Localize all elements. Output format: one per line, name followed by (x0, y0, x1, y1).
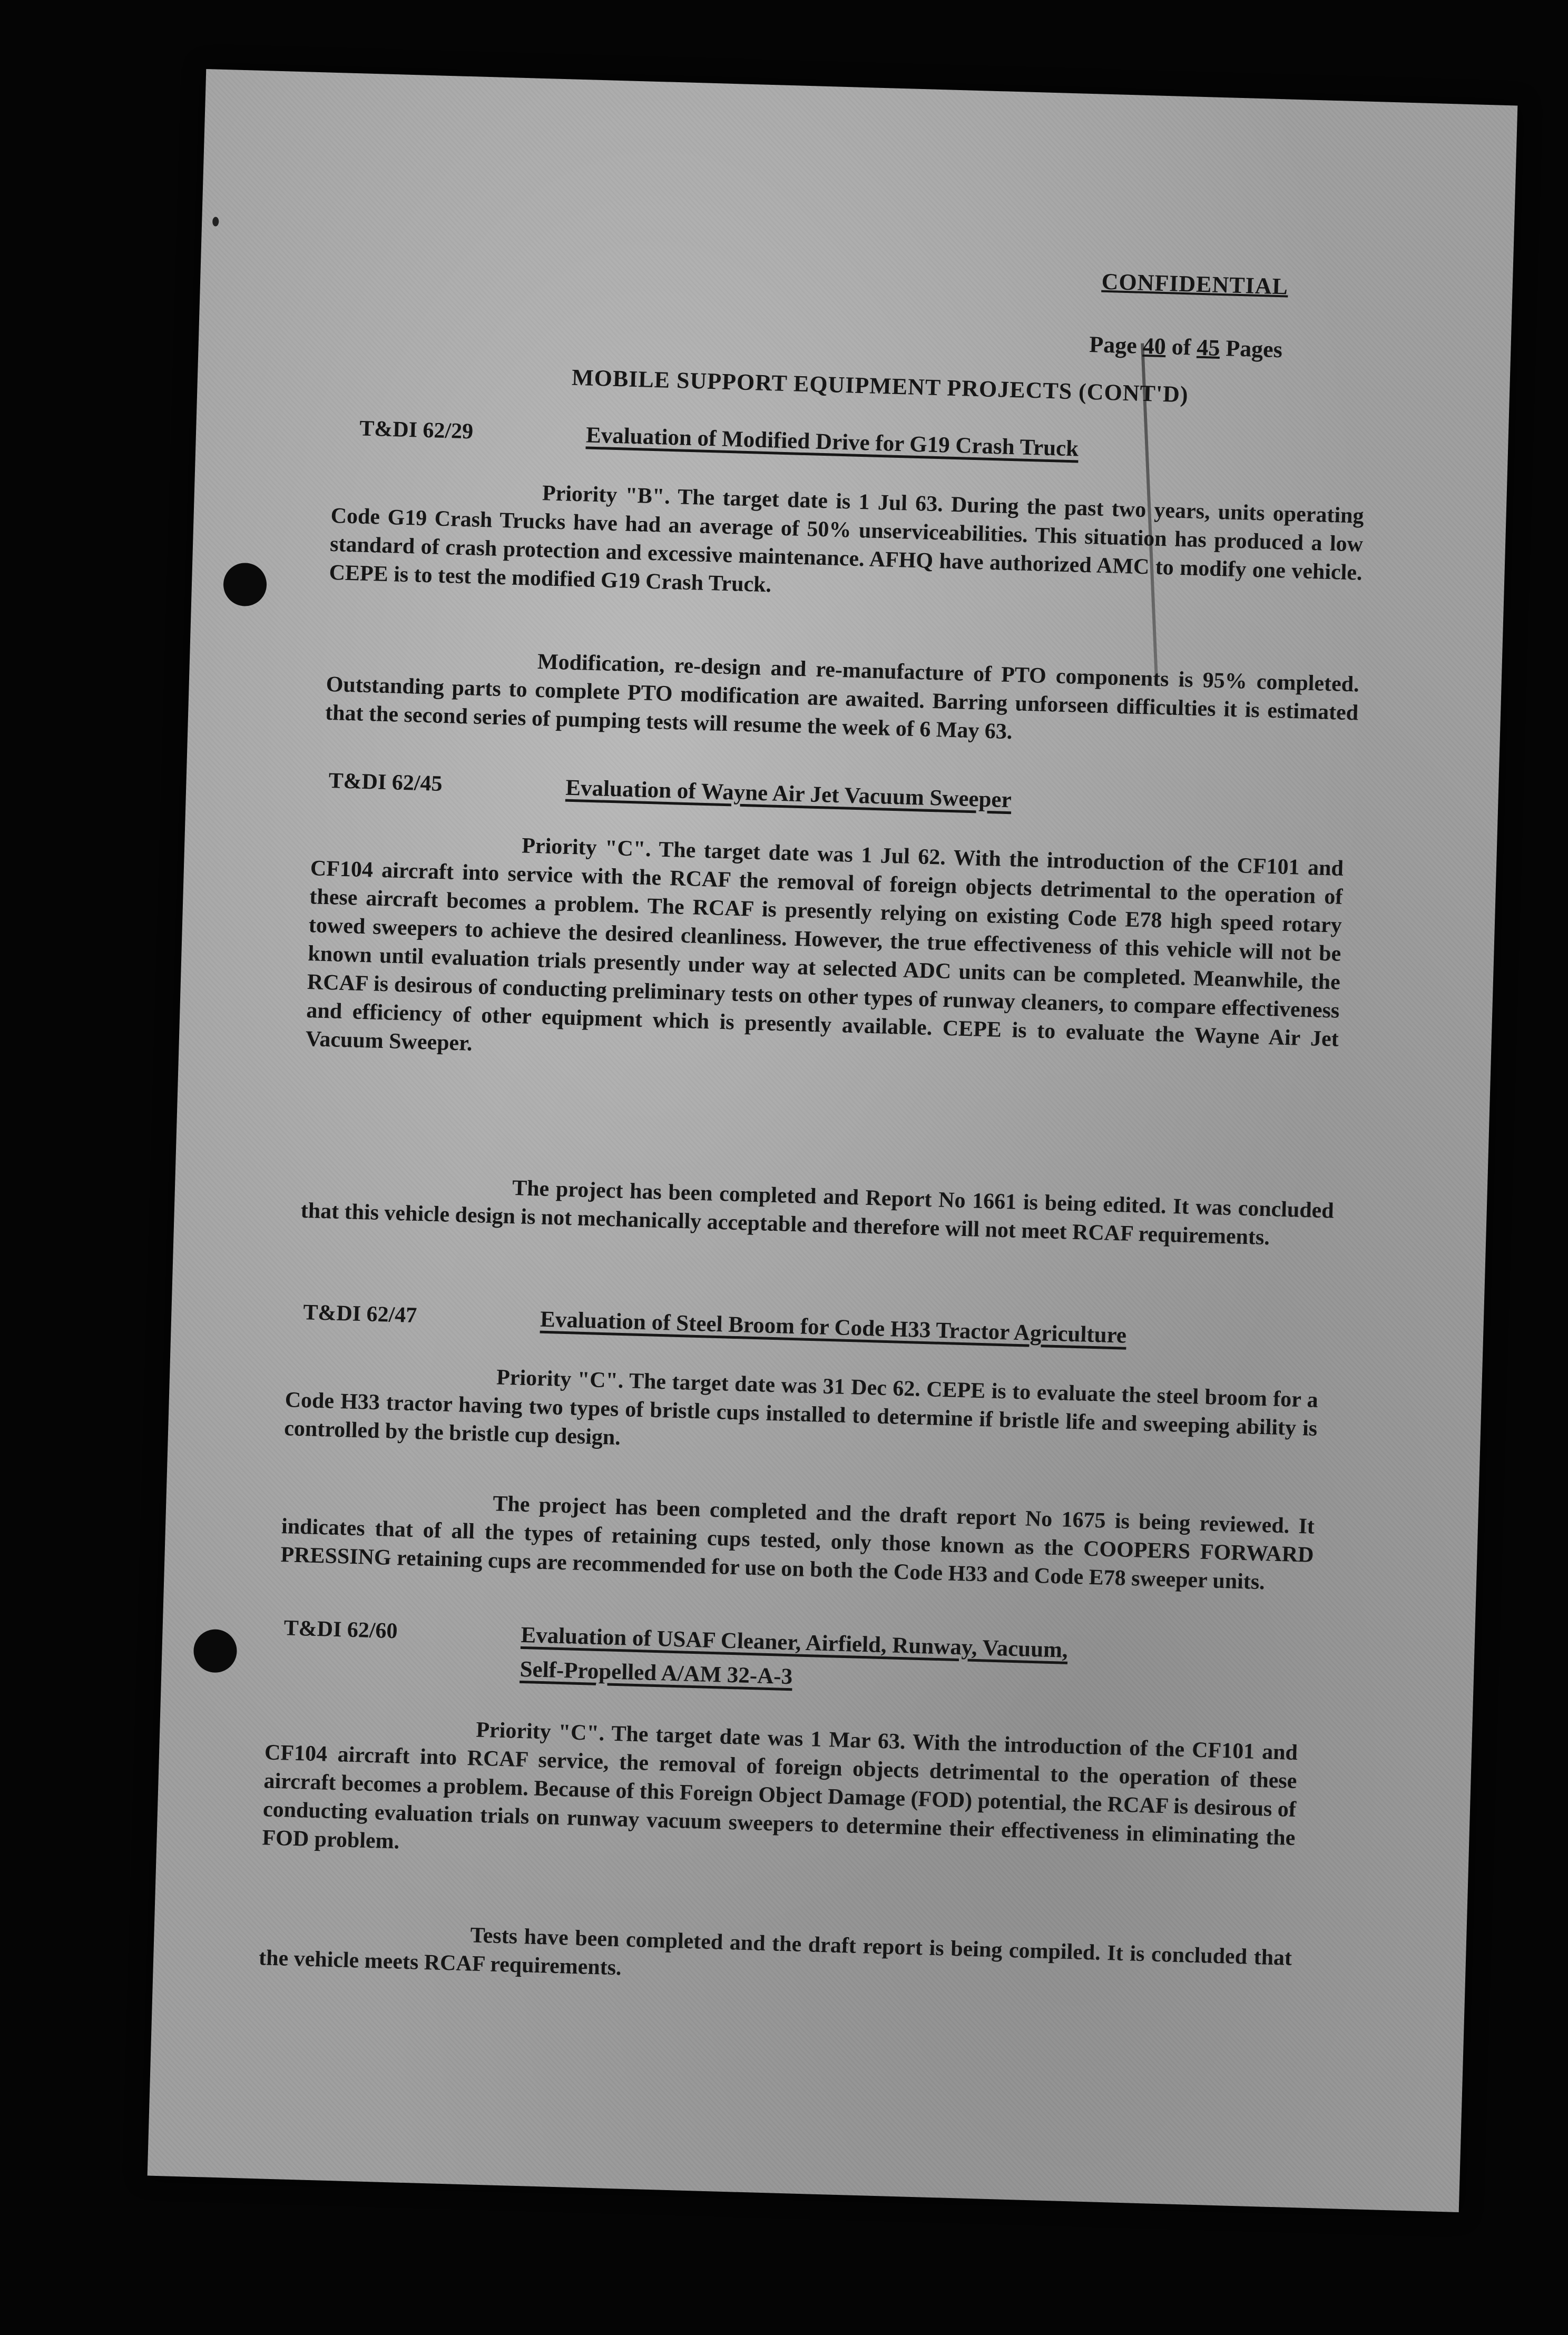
section-paragraph: Priority "C". The target date was 31 Dec 62. CEPE is to evaluate the steel broom for a Code H33 tractor having two types of bristle cups installed to determine if bristle life and sweeping ability is controlled by the bristle cup design. (283, 1365, 1319, 1450)
page-counter (1089, 331, 1283, 363)
page-speck (212, 217, 219, 226)
punch-hole-top (223, 562, 267, 606)
section-title: Evaluation of Steel Broom for Code H33 Tractor Agriculture (540, 1307, 1127, 1348)
section-paragraph: Modification, re-design and re-manufacture of PTO components is 95% completed. Outstanding parts to complete PTO modification are awaited. Barring unforseen difficulties it is estimated that the second series of pumping tests will resume the week of 6 May 63. (325, 650, 1360, 744)
section-paragraph: Priority "B". The target date is 1 Jul 63. During the past two years, units operating Code G19 Crash Trucks have had an average of 50% unserviceabilities. This situation has produced a low standard of crash protection and excessive maintenance. AFHQ have authorized AMC to modify one vehicle. CEPE is to test the modified G19 Crash Truck. (329, 481, 1365, 597)
section-title: Evaluation of Modified Drive for G19 Crash Truck (585, 423, 1079, 462)
section-paragraph: Tests have been completed and the draft report is being compiled. It is concluded that the vehicle meets RCAF requirements. (258, 1923, 1292, 1980)
page-of: of (1171, 333, 1192, 360)
section-id: T&DI 62/47 (302, 1300, 417, 1328)
section-paragraph: The project has been completed and Report No 1661 is being edited. It was concluded that this vehicle design is not mechanically acceptable and therefore will not meet RCAF requirements. (300, 1176, 1335, 1250)
section-id: T&DI 62/60 (283, 1616, 398, 1644)
section-title-line1: Evaluation of USAF Cleaner, Airfield, Runway, Vacuum, (520, 1622, 1069, 1663)
document-page (148, 69, 1518, 2212)
section-id: T&DI 62/45 (328, 769, 443, 797)
page-title: MOBILE SUPPORT EQUIPMENT PROJECTS (CONT'D) (571, 364, 1189, 408)
page-prefix: Page (1089, 331, 1138, 359)
section-paragraph: Priority "C". The target date was 1 Mar 63. With the introduction of the CF101 and CF104 aircraft into RCAF service, the removal of foreign objects detrimental to the operation of these aircraft becomes a problem. Because of this Foreign Object Damage (FOD) potential, the RCAF is desirous of conducting evaluation trials on runway vacuum sweepers to determine their effectiveness in eliminating the FOD problem. (261, 1718, 1298, 1854)
section-id: T&DI 62/29 (359, 416, 474, 444)
page-number: 40 (1142, 332, 1167, 360)
classification-label: CONFIDENTIAL (1101, 268, 1289, 300)
page-total: 45 (1196, 334, 1221, 361)
section-paragraph: The project has been completed and the draft report No 1675 is being reviewed. It indicates that of all the types of retaining cups tested, only those known as the COOPERS FORWARD PRESSING retaining cups are recommended for use on both the Code H33 and Code E78 sweeper units. (280, 1492, 1315, 1595)
punch-hole-bottom (193, 1629, 237, 1673)
section-title-line2: Self-Propelled A/AM 32-A-3 (520, 1656, 793, 1690)
section-paragraph: Priority "C". The target date was 1 Jul 62. With the introduction of the CF101 and CF104 aircraft into service with the RCAF the removal of foreign objects detrimental to the operation of these aircraft becomes a problem. The RCAF is presently relying on existing Code E78 high speed rotary towed sweepers to achieve the desired cleanliness. However, the true effectiveness of this vehicle will not be known until evaluation trials presently under way at selected ADC units can be completed. Meanwhile, the RCAF is desirous of conducting preliminary tests on other types of runway cleaners, to compare effectiveness and efficiency of other equipment which is presently available. CEPE is to evaluate the Wayne Air Jet Vacuum Sweeper. (305, 833, 1344, 1056)
section-title: Evaluation of Wayne Air Jet Vacuum Sweeper (565, 775, 1012, 813)
page-suffix: Pages (1225, 335, 1283, 363)
